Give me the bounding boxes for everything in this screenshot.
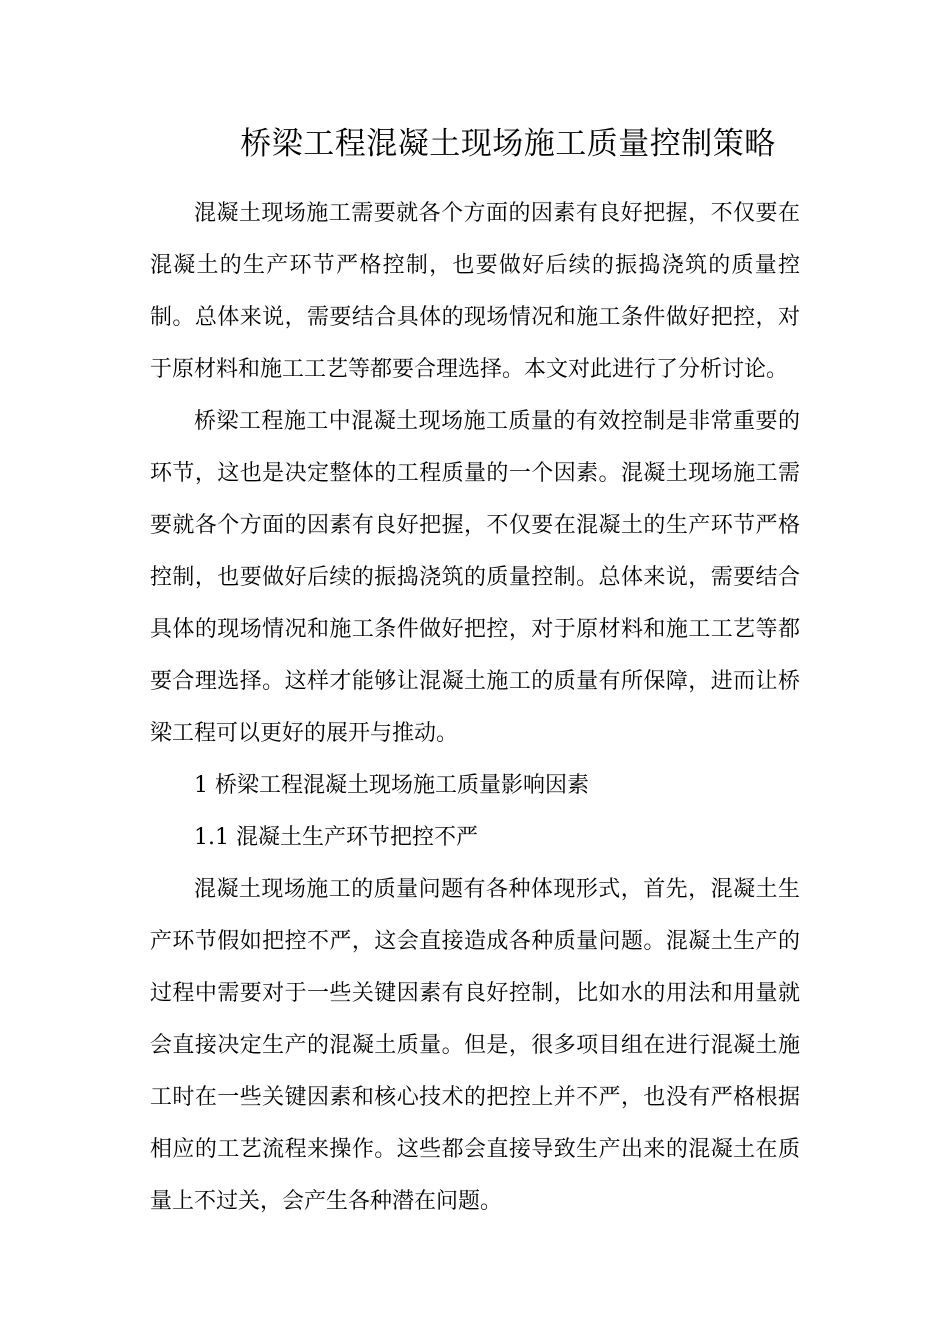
section-heading-1: 1 桥梁工程混凝土现场施工质量影响因素 [194,773,589,798]
document-body [150,188,800,1228]
subsection-heading-1-1: 1.1 混凝土生产环节把控不严 [194,825,478,850]
document-title [150,124,800,164]
paragraph-production-control: 混凝土现场施工的质量问题有各种体现形式，首先，混凝土生产环节假如把控不严，这会直接造成各种质量问题。混凝土生产的过程中需要对于一些关键因素有良好控制，比如水的用法和用量就会直接决定生产的混凝土质量。但是，很多项目组在进行混凝土施工时在一些关键因素和核心技术的把控上并不严，也没有严格根据相应的工艺流程来操作。这些都会直接导致生产出来的混凝土在质量上不过关，会产生各种潜在问题。 [150,877,800,1214]
paragraph-intro: 混凝土现场施工需要就各个方面的因素有良好把握，不仅要在混凝土的生产环节严格控制，也要做好后续的振捣浇筑的质量控制。总体来说，需要结合具体的现场情况和施工条件做好把控，对于原材料和施工工艺等都要合理选择。本文对此进行了分析讨论。 [150,201,800,382]
document-title-text: 桥梁工程混凝土现场施工质量控制策略 [240,126,776,162]
paragraph-background: 桥梁工程施工中混凝土现场施工质量的有效控制是非常重要的环节，这也是决定整体的工程质量的一个因素。混凝土现场施工需要就各个方面的因素有良好把握，不仅要在混凝土的生产环节严格控制，也要做好后续的振捣浇筑的质量控制。总体来说，需要结合具体的现场情况和施工条件做好把控，对于原材料和施工工艺等都要合理选择。这样才能够让混凝土施工的质量有所保障，进而让桥梁工程可以更好的展开与推动。 [150,409,800,746]
